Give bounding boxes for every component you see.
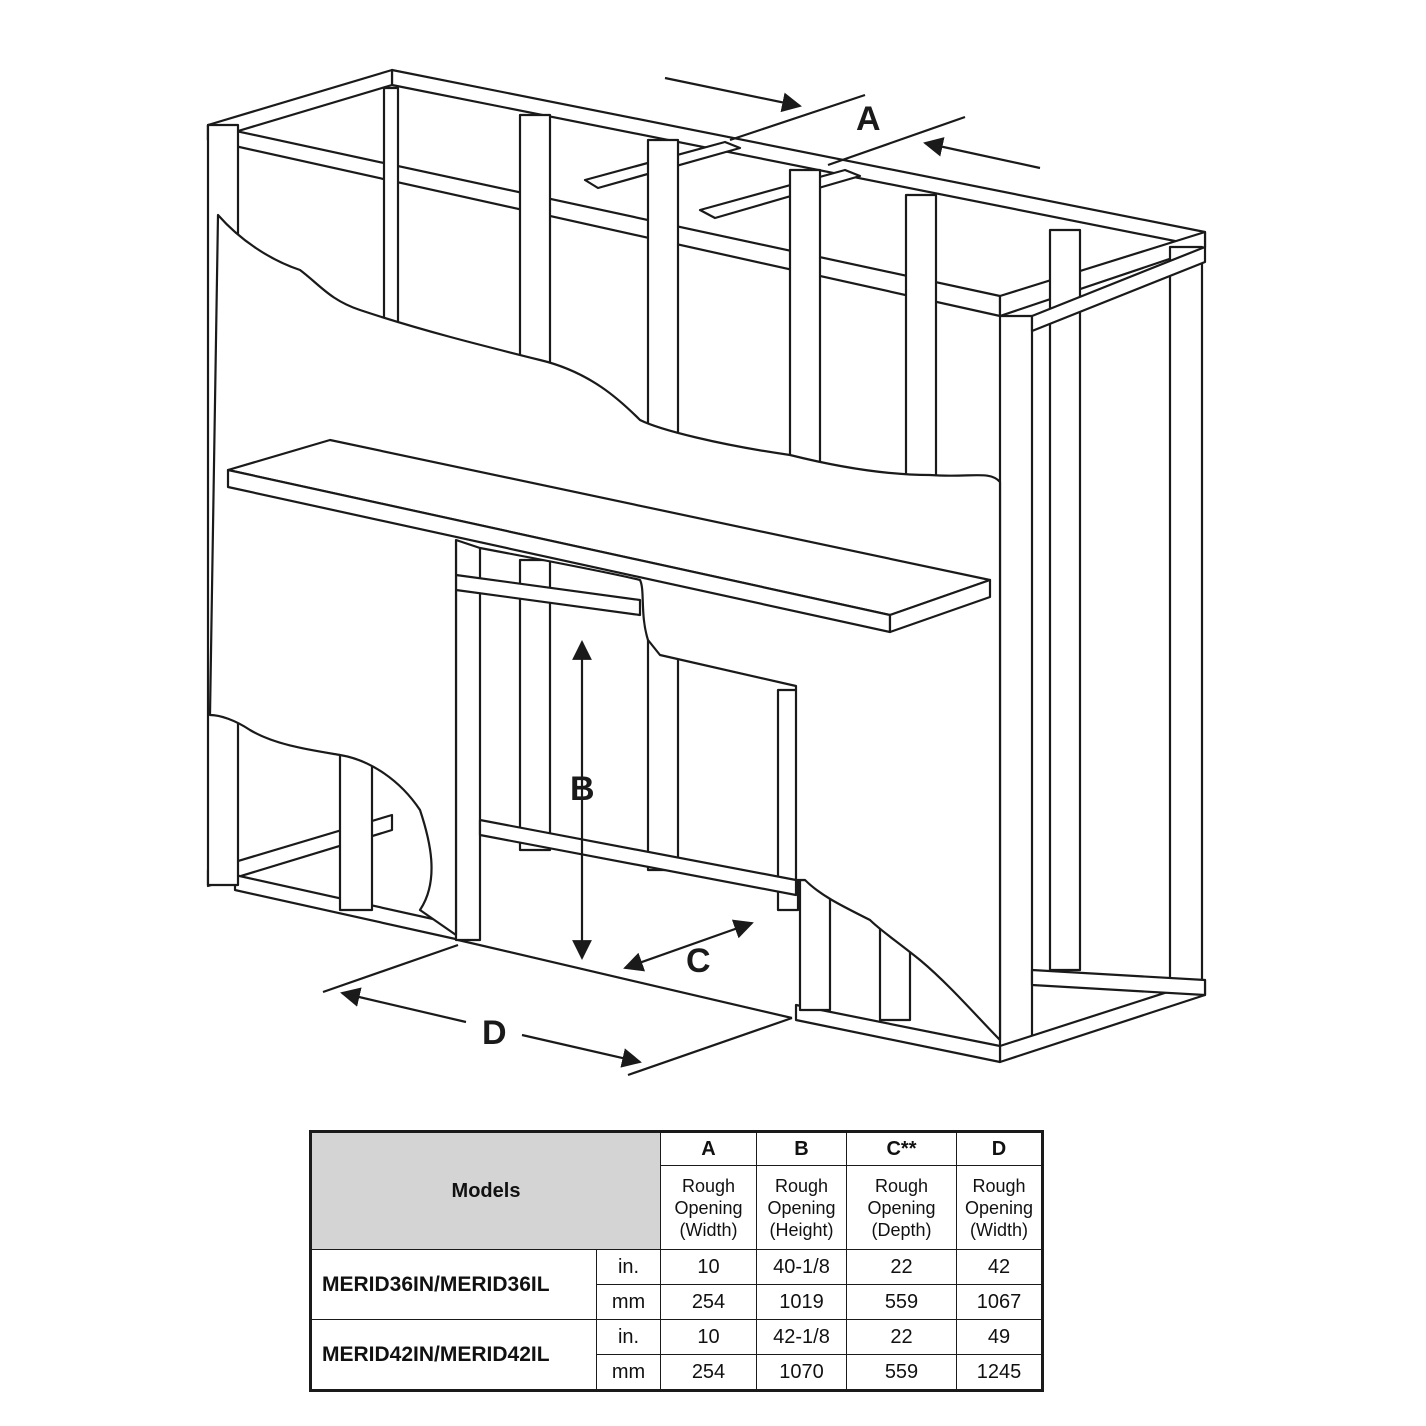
value-cell: 1070 xyxy=(757,1355,847,1391)
dim-d-arrow-left xyxy=(342,993,466,1022)
label-b: B xyxy=(570,770,595,808)
label-c: C xyxy=(686,942,711,980)
value-cell: 49 xyxy=(957,1320,1043,1355)
label-d: D xyxy=(482,1014,507,1052)
value-cell: 559 xyxy=(847,1355,957,1391)
value-cell: 40-1/8 xyxy=(757,1250,847,1285)
value-cell: 42-1/8 xyxy=(757,1320,847,1355)
value-cell: 22 xyxy=(847,1320,957,1355)
models-header: Models xyxy=(311,1132,661,1250)
value-cell: 1019 xyxy=(757,1285,847,1320)
column-header-a: A xyxy=(661,1132,757,1166)
column-description-d: Rough Opening (Width) xyxy=(957,1166,1043,1250)
table-row xyxy=(311,1250,1043,1285)
column-header-d: D xyxy=(957,1132,1043,1166)
unit-cell: in. xyxy=(597,1320,661,1355)
value-cell: 10 xyxy=(661,1320,757,1355)
value-cell: 42 xyxy=(957,1250,1043,1285)
value-cell: 1067 xyxy=(957,1285,1043,1320)
column-description-b: Rough Opening (Height) xyxy=(757,1166,847,1250)
value-cell: 22 xyxy=(847,1250,957,1285)
column-header-c: C** xyxy=(847,1132,957,1166)
value-cell: 254 xyxy=(661,1355,757,1391)
column-header-b: B xyxy=(757,1132,847,1166)
model-name: MERID36IN/MERID36IL xyxy=(311,1250,597,1320)
column-description-c: Rough Opening (Depth) xyxy=(847,1166,957,1250)
column-description-a: Rough Opening (Width) xyxy=(661,1166,757,1250)
value-cell: 10 xyxy=(661,1250,757,1285)
table-row xyxy=(311,1320,1043,1355)
value-cell: 559 xyxy=(847,1285,957,1320)
value-cell: 1245 xyxy=(957,1355,1043,1391)
dim-a-arrow-left xyxy=(665,78,800,106)
label-a: A xyxy=(856,100,881,138)
unit-cell: mm xyxy=(597,1355,661,1391)
dim-a-arrow-right xyxy=(925,143,1040,168)
dimensions-table xyxy=(309,1130,1044,1392)
value-cell: 254 xyxy=(661,1285,757,1320)
unit-cell: in. xyxy=(597,1250,661,1285)
unit-cell: mm xyxy=(597,1285,661,1320)
model-name: MERID42IN/MERID42IL xyxy=(311,1320,597,1391)
dim-d-arrow-right xyxy=(522,1035,640,1062)
